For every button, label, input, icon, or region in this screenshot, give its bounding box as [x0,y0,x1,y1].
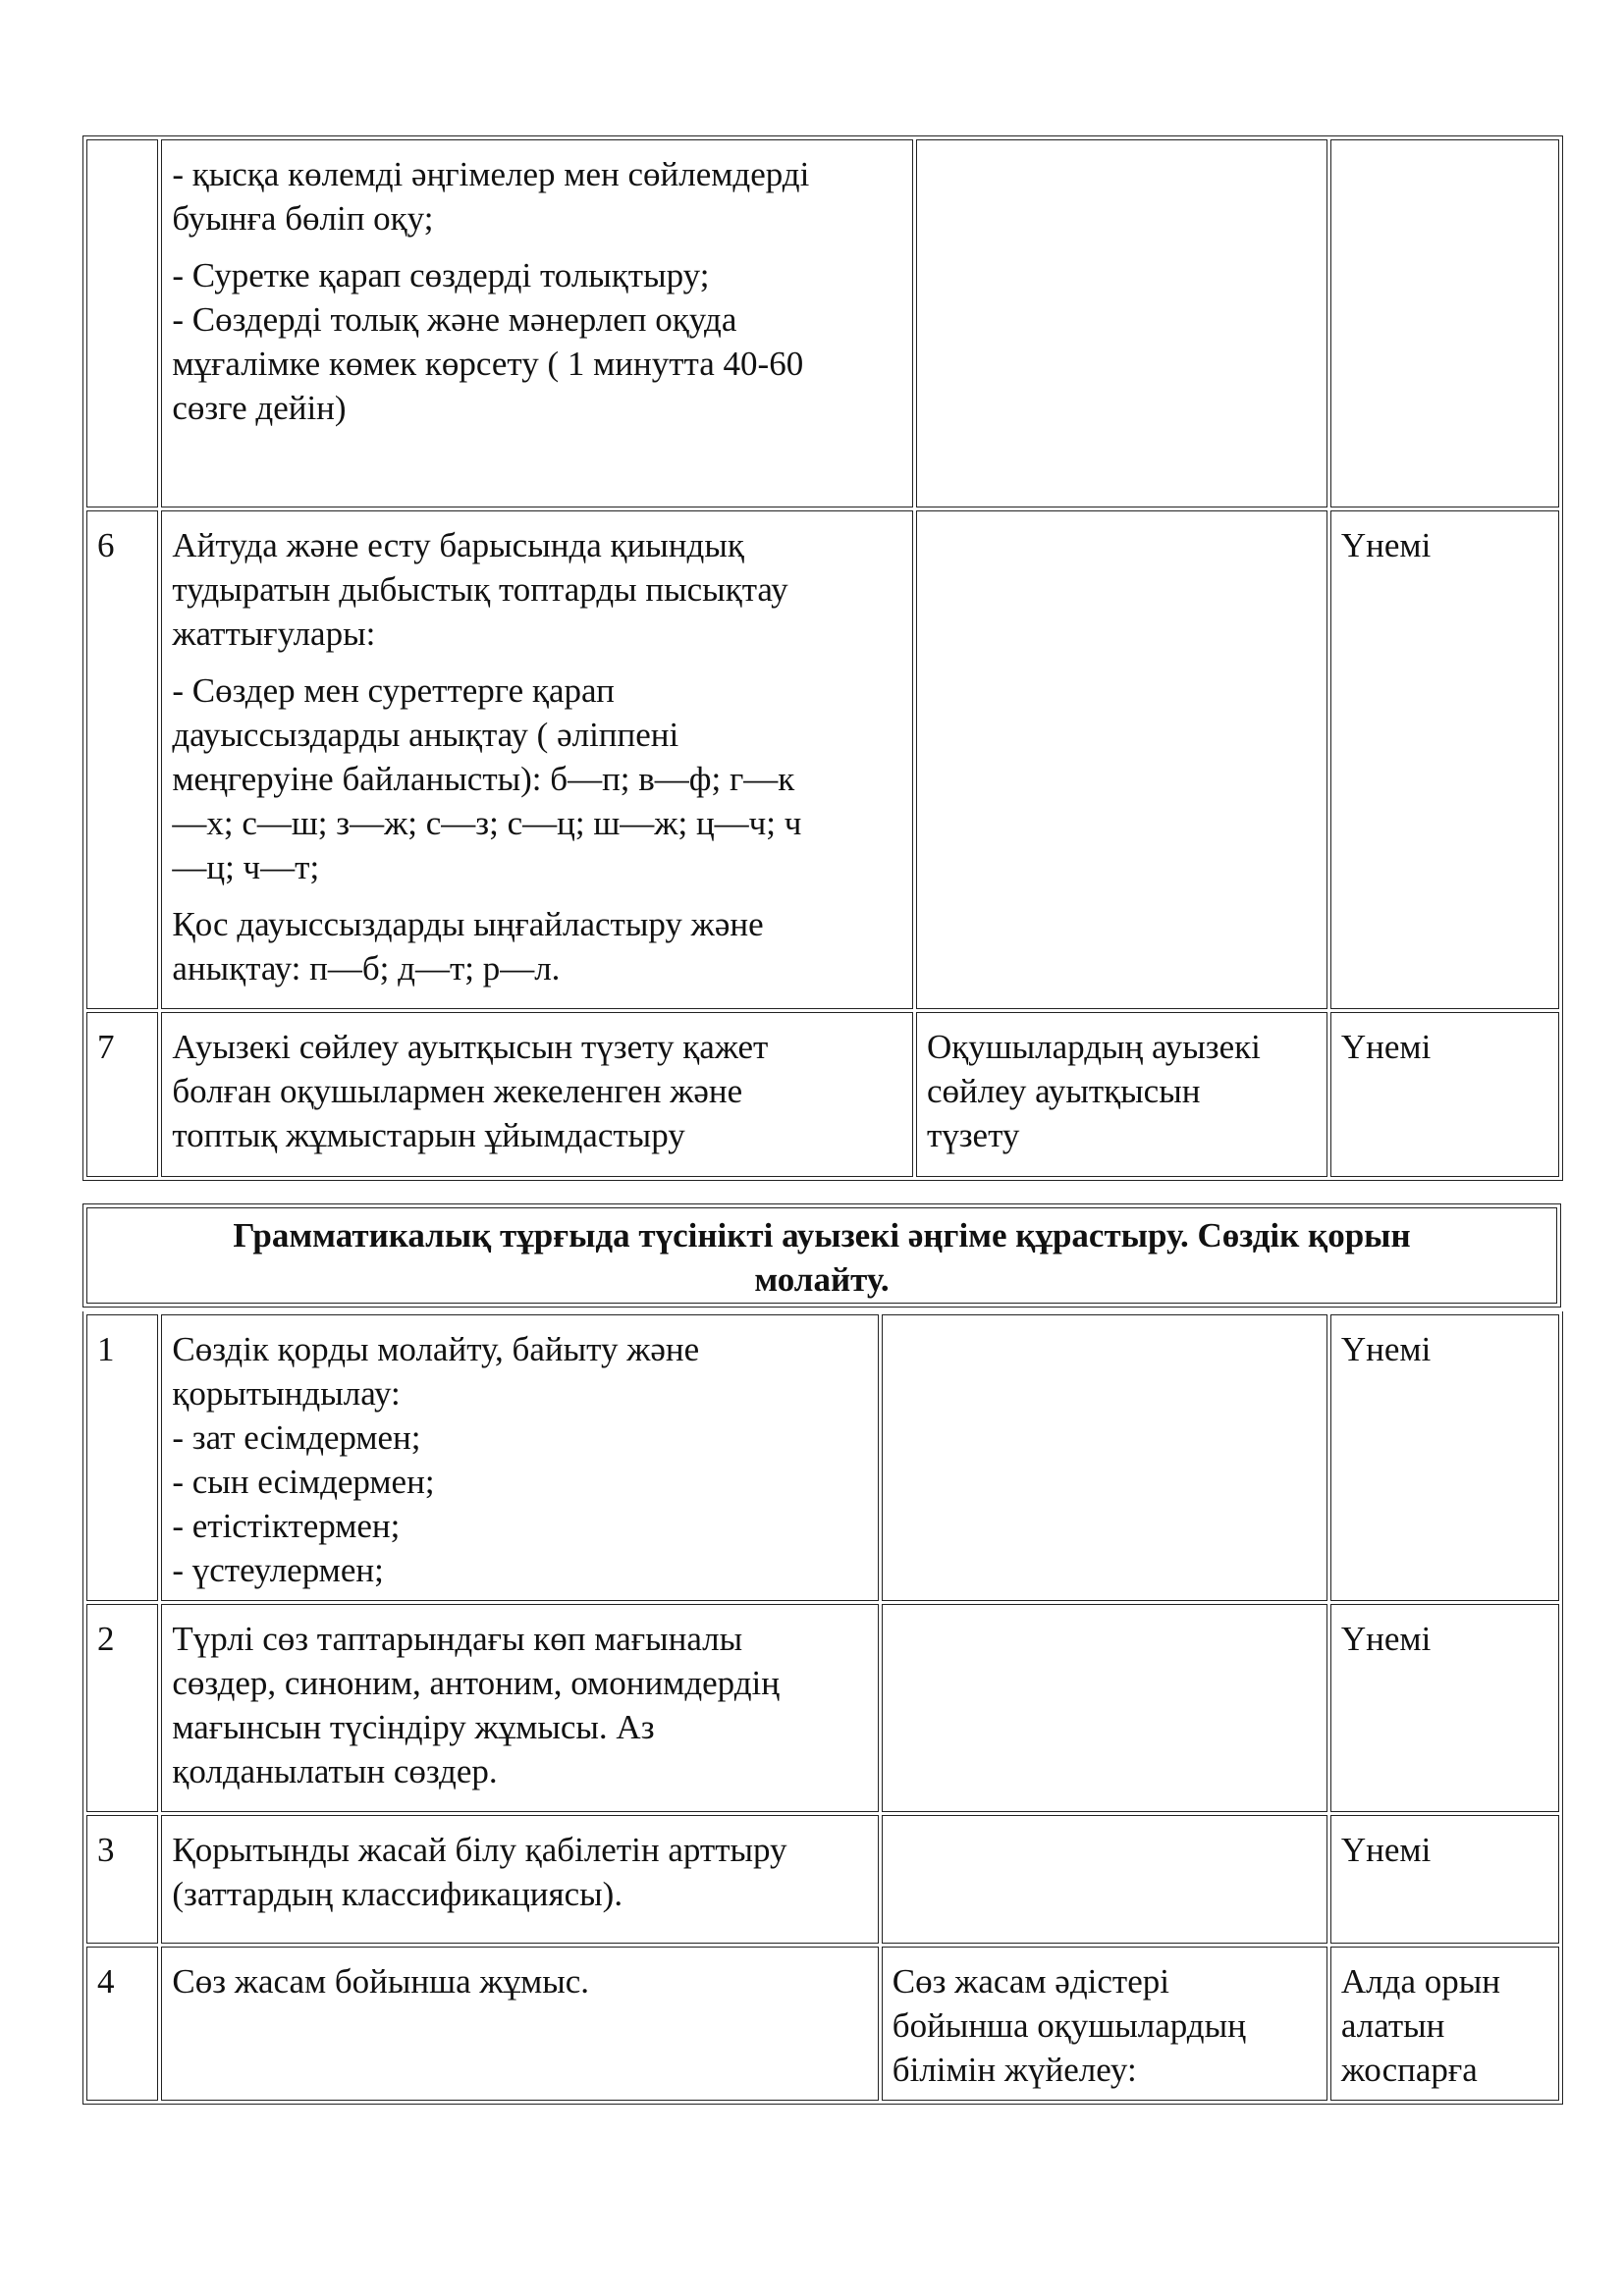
table-upper [82,135,1563,1181]
content-line: жаттығулары: [172,614,376,653]
result-line: түзету [926,1116,1020,1154]
result-cell [882,1314,1327,1601]
row-number-cell [86,139,158,507]
time-cell [1330,1604,1559,1812]
content-line: Айтуда және есту барысында қиындық [172,526,744,564]
content-line: мағынсын түсіндіру жұмысы. Аз [172,1708,655,1746]
content-line: Сөздік қорды молайту, байыту және [172,1330,700,1368]
result-cell [916,139,1327,507]
row-number-cell [86,1314,158,1601]
result-line: бойынша оқушылардың [892,2006,1246,2045]
content-paragraph [172,1617,867,1793]
content-line: тудыратын дыбыстық топтарды пысықтау [172,570,788,609]
content-line: - зат есімдермен; [172,1418,421,1457]
time-line: Үнемі [1340,1831,1432,1869]
content-cell [161,1604,878,1812]
table-row [86,1815,1559,1944]
row-number-cell [86,510,158,1009]
table-row [86,139,1559,507]
table-row [86,1947,1559,2101]
time-cell [1330,510,1559,1009]
row-number: 1 [97,1330,115,1368]
table-row [86,510,1559,1009]
time-line: Үнемі [1340,526,1432,564]
section-header [82,1203,1561,1308]
content-cell [161,1947,878,2101]
content-cell [161,1012,913,1177]
content-cell [161,510,913,1009]
content-line: Сөз жасам бойынша жұмыс. [172,1962,590,2001]
row-number: 6 [97,526,115,564]
content-line: анықтау: п—б; д—т; р—л. [172,949,561,988]
content-paragraph [172,152,902,240]
content-paragraph [172,523,902,656]
content-line: буынға бөліп оқу; [172,199,434,238]
row-number: 4 [97,1962,115,2001]
content-paragraph [172,1828,867,1916]
content-cell [161,1314,878,1601]
content-line: - Суретке қарап сөздерді толықтыру; [172,256,710,294]
table-row [86,1604,1559,1812]
table-row [86,1314,1559,1601]
result-line: Оқушылардың ауызекі [926,1028,1261,1066]
section-header-line: Грамматикалық тұрғыда түсінікті ауызекі әңгіме құрастыру. Сөздік қорын [233,1216,1411,1255]
content-paragraph [172,1959,867,2003]
content-line: сөзге дейін) [172,389,347,427]
time-line: Үнемі [1340,1620,1432,1658]
content-line: Ауызекі сөйлеу ауытқысын түзету қажет [172,1028,769,1066]
content-line: болған оқушылармен жекеленген және [172,1072,743,1110]
content-line: Қорытынды жасай білу қабілетін арттыру [172,1831,787,1869]
content-line: - етістіктермен; [172,1507,401,1545]
result-cell [882,1604,1327,1812]
content-line: —ц; ч—т; [172,848,320,886]
content-line: - үстеулермен; [172,1551,384,1589]
section-header-text [86,1207,1557,1304]
content-line: - сын есімдермен; [172,1463,435,1501]
row-number-cell [86,1947,158,2101]
table-row [86,1012,1559,1177]
content-line: —х; с—ш; з—ж; с—з; с—ц; ш—ж; ц—ч; ч [172,804,802,842]
result-cell [916,1012,1327,1177]
row-number-cell [86,1012,158,1177]
content-line: - қысқа көлемді әңгімелер мен сөйлемдерді [172,155,810,193]
time-line: жоспарға [1340,2051,1478,2089]
content-paragraph [172,253,902,430]
content-line: - Сөздер мен суреттерге қарап [172,671,615,710]
row-number: 7 [97,1028,115,1066]
content-line: қорытындылау: [172,1374,401,1413]
content-line: меңгеруіне байланысты): б—п; в—ф; г—к [172,760,795,798]
content-cell [161,1815,878,1944]
result-line: Сөз жасам әдістері [892,1962,1169,2001]
time-cell [1330,1012,1559,1177]
content-line: - Сөздерді толық және мәнерлеп оқуда [172,300,737,339]
content-line: мұғалімке көмек көрсету ( 1 минутта 40-60 [172,345,804,383]
content-line: Қос дауыссыздарды ыңғайластыру және [172,905,764,943]
content-paragraph [172,1327,867,1592]
content-line: топтық жұмыстарын ұйымдастыру [172,1116,685,1154]
time-cell [1330,1314,1559,1601]
result-cell [882,1815,1327,1944]
time-cell [1330,139,1559,507]
row-number-cell [86,1815,158,1944]
content-cell [161,139,913,507]
content-line: Түрлі сөз таптарындағы көп мағыналы [172,1620,743,1658]
table-lower [82,1311,1563,2105]
content-line: (заттардың классификациясы). [172,1875,623,1913]
time-cell [1330,1815,1559,1944]
row-number-cell [86,1604,158,1812]
content-line: сөздер, синоним, антоним, омонимдердің [172,1664,780,1702]
content-paragraph [172,902,902,990]
content-line: дауыссыздарды анықтау ( әліппені [172,716,679,754]
content-paragraph [172,668,902,889]
result-cell [916,510,1327,1009]
section-header-line: молайту. [754,1260,890,1299]
content-paragraph [172,1025,902,1157]
time-line: Үнемі [1340,1330,1432,1368]
row-number: 2 [97,1620,115,1658]
time-line: Үнемі [1340,1028,1432,1066]
content-line: қолданылатын сөздер. [172,1752,498,1790]
time-line: алатын [1340,2006,1445,2045]
result-line: білімін жүйелеу: [892,2051,1137,2089]
time-line: Алда орын [1340,1962,1500,2001]
result-line: сөйлеу ауытқысын [926,1072,1201,1110]
time-cell [1330,1947,1559,2101]
result-cell [882,1947,1327,2101]
row-number: 3 [97,1831,115,1869]
